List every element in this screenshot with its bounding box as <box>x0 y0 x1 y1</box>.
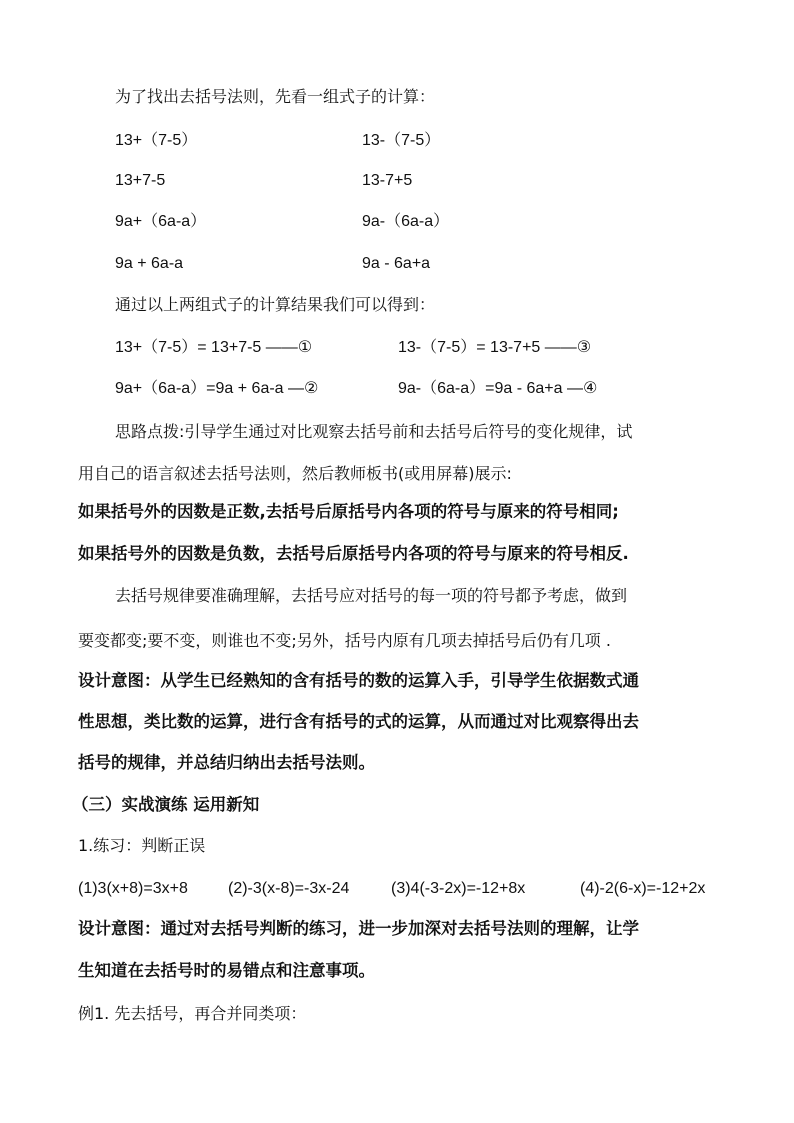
expr-r2-left: 13+7-5 <box>115 172 166 189</box>
result-eq3: 13-（7-5）= 13-7+5 ——③ <box>398 339 592 356</box>
expr-r3-right: 9a-（6a-a） <box>362 213 450 230</box>
law-line-1: 去括号规律要准确理解，去括号应对括号的每一项的符号都予考虑，做到 <box>115 586 628 605</box>
example-1: 例1. 先去括号，再合并同类项： <box>78 1004 307 1023</box>
exercise-item-4: (4)-2(6-x)=-12+2x <box>580 880 706 897</box>
design-note-2-line-2: 生知道在去括号时的易错点和注意事项。 <box>78 961 375 980</box>
expr-r4-right: 9a - 6a+a <box>362 255 431 272</box>
hint-line-2: 用自己的语言叙述去括号法则，然后教师板书(或用屏幕)展示: <box>78 464 512 483</box>
design-note-1-line-2: 性思想，类比数的运算，进行含有括号的式的运算，从而通过对比观察得出去 <box>78 712 639 731</box>
result-eq4: 9a-（6a-a）=9a - 6a+a —④ <box>398 380 598 397</box>
intro-line: 为了找出去括号法则，先看一组式子的计算： <box>115 87 436 106</box>
exercise-title: 1.练习：判断正误 <box>78 836 206 855</box>
through-line: 通过以上两组式子的计算结果我们可以得到： <box>115 295 436 314</box>
design-note-1-line-3: 括号的规律，并总结归纳出去括号法则。 <box>78 753 375 772</box>
exercise-item-1: (1)3(x+8)=3x+8 <box>78 880 188 897</box>
design-note-1-line-1: 设计意图：从学生已经熟知的含有括号的数的运算入手，引导学生依据数式通 <box>78 671 639 690</box>
section-three-heading: （三）实战演练 运用新知 <box>72 795 260 814</box>
design-note-2-line-1: 设计意图：通过对去括号判断的练习，进一步加深对去括号法则的理解，让学 <box>78 919 639 938</box>
result-eq1: 13+（7-5）= 13+7-5 ——① <box>115 339 313 356</box>
expr-r2-right: 13-7+5 <box>362 172 413 189</box>
expr-r1-left: 13+（7-5） <box>115 132 198 149</box>
rule-line-1: 如果括号外的因数是正数,去括号后原括号内各项的符号与原来的符号相同; <box>78 502 619 521</box>
law-line-2: 要变都变;要不变，则谁也不变;另外，括号内原有几项去掉括号后仍有几项 . <box>78 631 611 650</box>
rule-line-2: 如果括号外的因数是负数，去括号后原括号内各项的符号与原来的符号相反. <box>78 544 629 563</box>
hint-line-1: 思路点拨:引导学生通过对比观察去括号前和去括号后符号的变化规律，试 <box>115 422 633 441</box>
exercise-item-2: (2)-3(x-8)=-3x-24 <box>228 880 350 897</box>
exercise-item-3: (3)4(-3-2x)=-12+8x <box>391 880 526 897</box>
expr-r1-right: 13-（7-5） <box>362 132 441 149</box>
expr-r4-left: 9a + 6a-a <box>115 255 184 272</box>
expr-r3-left: 9a+（6a-a） <box>115 213 207 230</box>
result-eq2: 9a+（6a-a）=9a + 6a-a —② <box>115 380 319 397</box>
